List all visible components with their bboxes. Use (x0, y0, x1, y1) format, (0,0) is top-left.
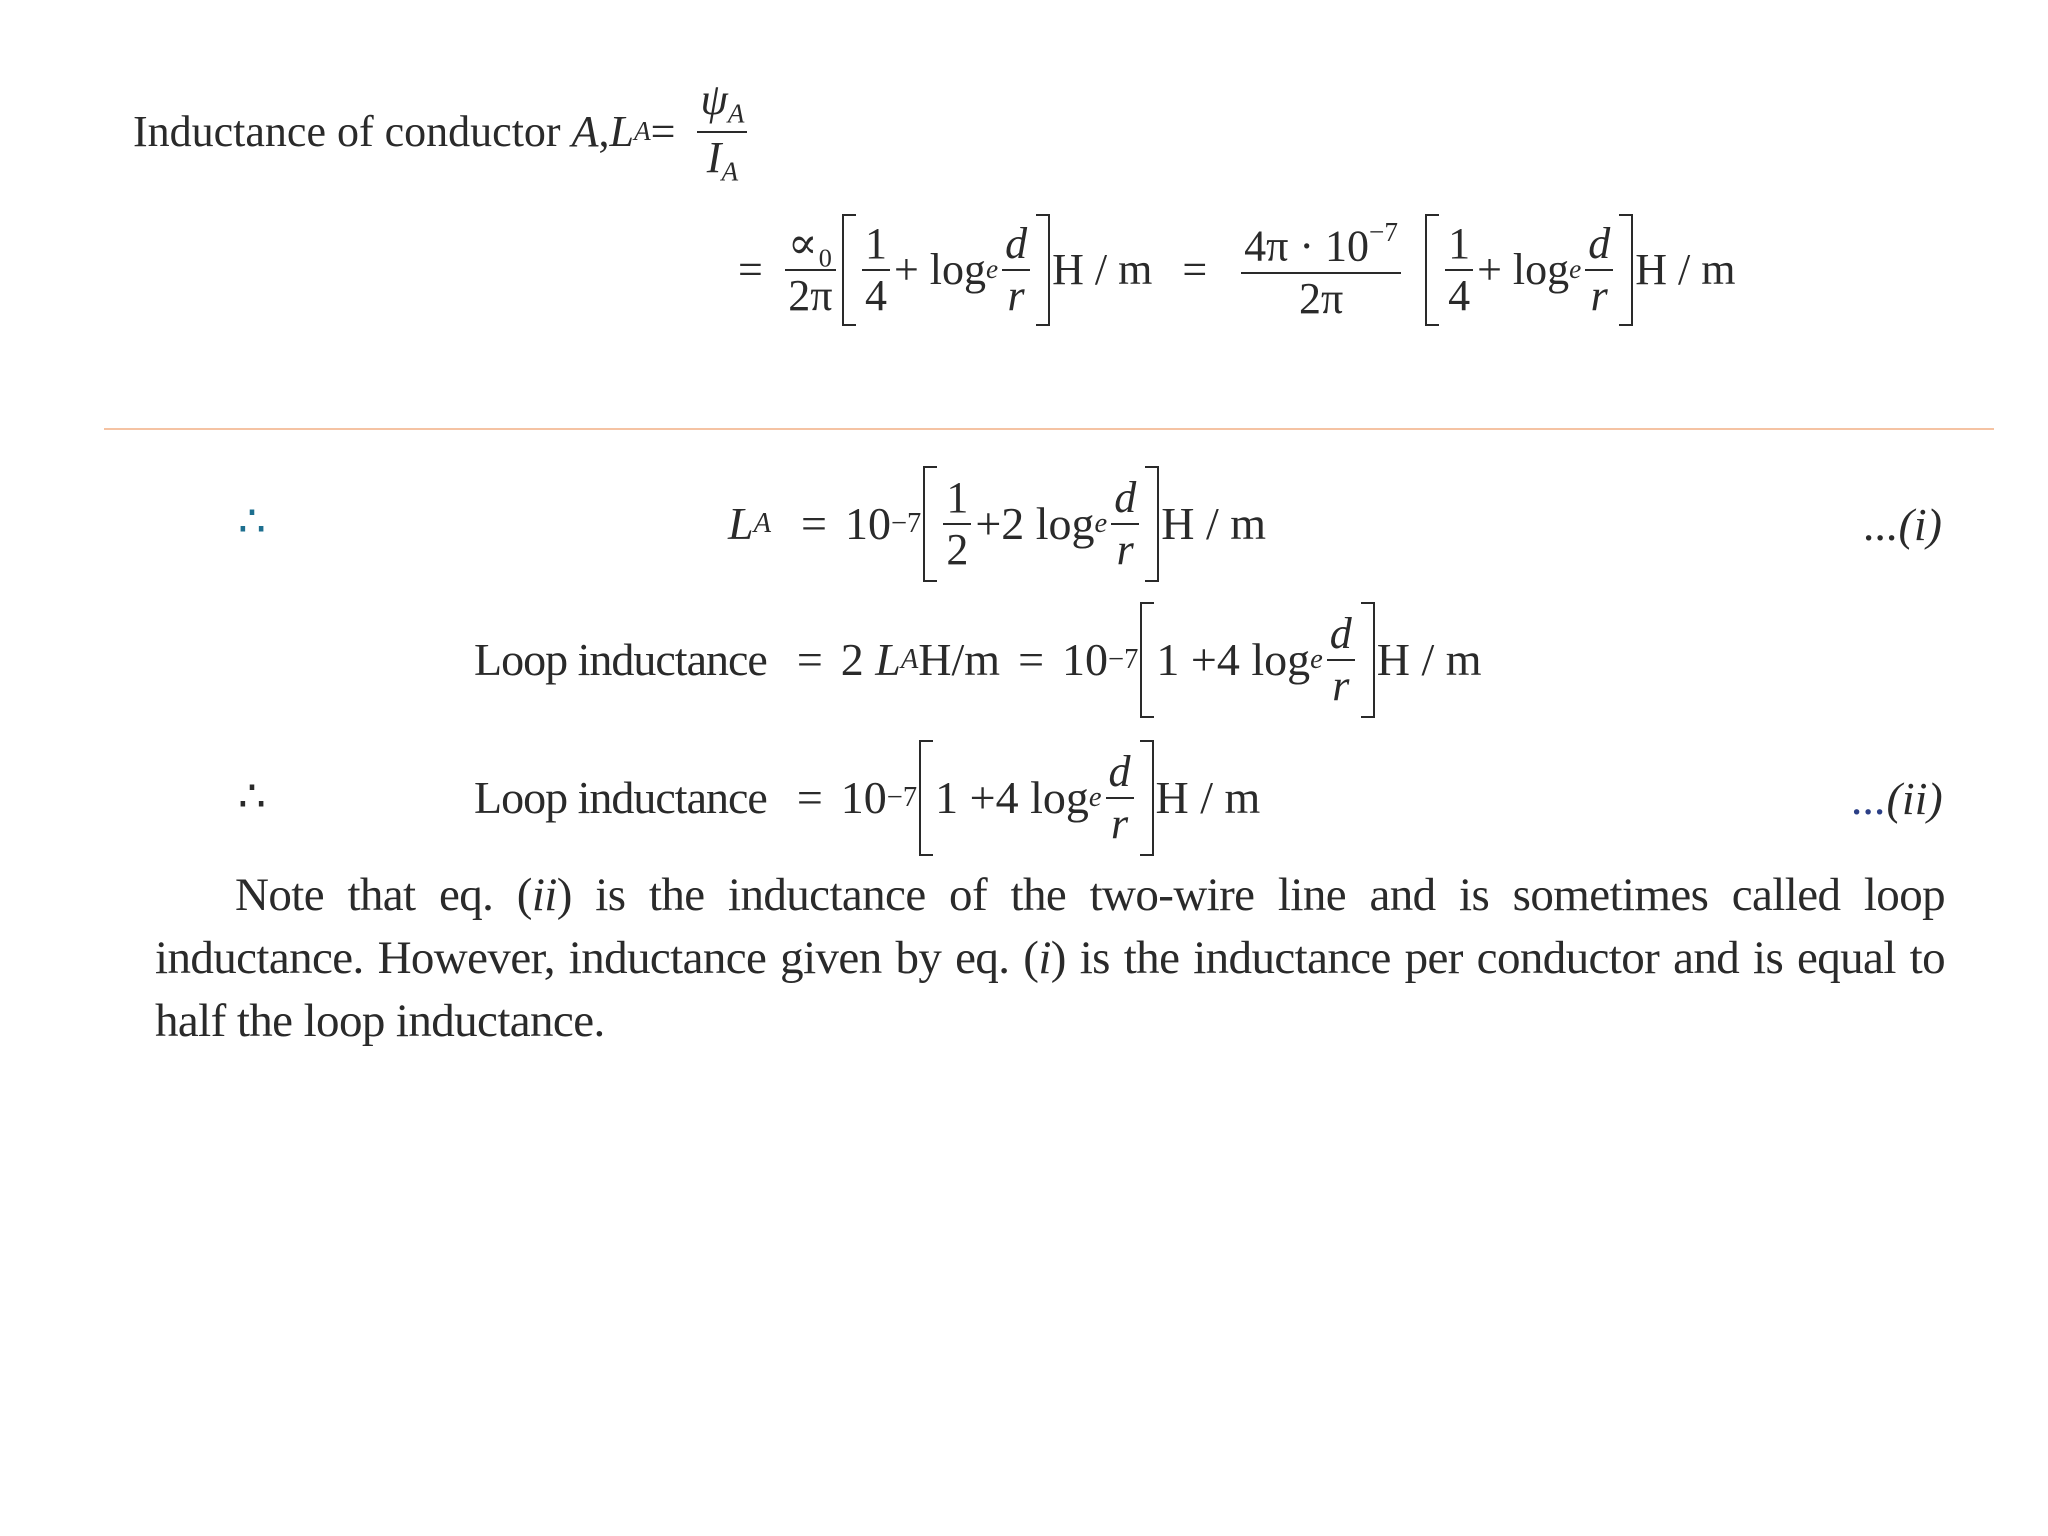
flux-over-current-fraction (697, 75, 747, 187)
inductance-definition (133, 75, 751, 187)
right-bracket (1036, 214, 1050, 326)
flux-subscript: A (727, 98, 745, 129)
loop-inductance-label: Loop inductance (474, 772, 767, 823)
therefore-symbol: ∴ (238, 772, 266, 821)
unit-label: H / m (1635, 245, 1736, 294)
inductance-subscript: A (633, 116, 651, 147)
equation-tag-i: ...(i) (1864, 499, 1942, 550)
d-over-r-fraction (1585, 219, 1613, 320)
inductance-subscript: A (900, 643, 919, 675)
distance-symbol: d (1327, 612, 1355, 661)
distance-symbol: d (1111, 476, 1139, 525)
unit-label: H / m (1376, 634, 1482, 685)
current-symbol: I (706, 133, 722, 182)
inductance-expansion (738, 214, 1735, 326)
inductance-subscript: A (753, 507, 772, 539)
d-over-r-fraction (1327, 609, 1355, 710)
loop-inductance-derivation (474, 602, 1482, 718)
half-denominator: 2 (946, 525, 969, 574)
note-ref-i: i (1038, 932, 1051, 984)
comma: , (598, 107, 610, 156)
d-over-r-fraction (1106, 747, 1134, 848)
exponent: −7 (1108, 643, 1139, 675)
note-ref-ii: ii (531, 869, 557, 921)
radius-symbol: r (1590, 271, 1608, 320)
log-base: e (1569, 254, 1582, 285)
half-fraction (943, 473, 971, 574)
left-bracket (1140, 602, 1154, 718)
distance-symbol: d (1002, 222, 1030, 271)
exponent: −7 (1369, 217, 1399, 248)
ten: 10 (840, 772, 887, 823)
inductance-symbol: L (609, 107, 634, 156)
unit-label: H / m (1052, 245, 1153, 294)
two: 2 (840, 634, 864, 685)
plus-two-log: +2 log (975, 498, 1095, 549)
half-numerator: 1 (943, 476, 971, 525)
therefore-symbol: ∴ (238, 497, 266, 546)
exponent: −7 (886, 781, 918, 813)
four-pi-ten: 4π · 10 (1244, 221, 1370, 271)
quarter-denominator: 4 (1448, 271, 1471, 320)
left-bracket (842, 214, 856, 326)
plus-log: + log (1477, 245, 1570, 294)
quarter-fraction (862, 219, 890, 320)
right-bracket (1619, 214, 1633, 326)
left-bracket (919, 740, 933, 856)
conductor-var: A (571, 107, 599, 156)
d-over-r-fraction (1002, 219, 1030, 320)
unit-label: H / m (1161, 498, 1266, 549)
log-base: e (1094, 507, 1108, 539)
radius-symbol: r (1007, 271, 1025, 320)
equation-tag-ii (1852, 773, 1943, 824)
four-pi-fraction (1241, 219, 1401, 321)
note-text-1: Note that eq. ( (235, 869, 532, 921)
inductance-symbol: L (875, 634, 901, 685)
permeability-symbol: ∝₀ (785, 222, 836, 271)
log-base: e (1310, 643, 1323, 675)
note-text-3: ) is the inductance per conductor and is equal to half the loop inductance. (155, 932, 1945, 1047)
equals-sign: = (801, 498, 827, 549)
distance-symbol: d (1106, 750, 1134, 799)
plus-four-log: +4 log (1190, 634, 1311, 685)
one: 1 (935, 772, 959, 823)
distance-symbol: d (1585, 222, 1613, 271)
two-pi: 2π (1299, 273, 1344, 323)
d-over-r-fraction (1111, 473, 1139, 574)
flux-linkage-symbol: ψ (700, 75, 728, 124)
left-bracket (1425, 214, 1439, 326)
quarter-numerator: 1 (862, 222, 890, 271)
note-paragraph (155, 864, 1945, 1053)
equation-i (728, 466, 1266, 582)
equals-sign: = (1018, 634, 1045, 685)
right-bracket (1140, 740, 1154, 856)
equals-sign: = (796, 772, 823, 823)
log-base: e (1088, 781, 1102, 813)
radius-symbol: r (1116, 525, 1134, 574)
plus-log: + log (893, 245, 986, 294)
definition-label: Inductance of conductor (133, 107, 561, 156)
log-base: e (986, 254, 999, 285)
equals-sign: = (796, 634, 823, 685)
radius-symbol: r (1332, 661, 1350, 710)
current-subscript: A (721, 156, 739, 187)
note-text-2: ) is the inductance of the two-wire line and is sometimes called loop inductance. However, inductance given by eq. ( (155, 869, 1945, 984)
inductance-symbol: L (728, 498, 754, 549)
tag-label: (ii) (1886, 773, 1943, 824)
equation-ii (474, 740, 1260, 856)
equals-sign: = (650, 107, 676, 156)
radius-symbol: r (1110, 799, 1129, 848)
tag-dots: ... (1852, 773, 1887, 824)
exponent: −7 (890, 507, 922, 539)
plus-four-log: +4 log (969, 772, 1089, 823)
right-bracket (1145, 466, 1159, 582)
section-divider (104, 428, 1994, 430)
ten: 10 (844, 498, 891, 549)
left-bracket (923, 466, 937, 582)
two-pi: 2π (788, 271, 833, 320)
right-bracket (1361, 602, 1375, 718)
mu0-over-2pi-fraction (785, 219, 836, 320)
quarter-numerator: 1 (1445, 222, 1473, 271)
loop-inductance-label: Loop inductance (474, 634, 767, 685)
one: 1 (1156, 634, 1180, 685)
quarter-denominator: 4 (864, 271, 887, 320)
equals-sign: = (738, 245, 763, 294)
ten: 10 (1062, 634, 1109, 685)
quarter-fraction (1445, 219, 1473, 320)
unit-label: H/m (918, 634, 1001, 685)
unit-label: H / m (1155, 772, 1261, 823)
equals-sign: = (1182, 245, 1208, 294)
